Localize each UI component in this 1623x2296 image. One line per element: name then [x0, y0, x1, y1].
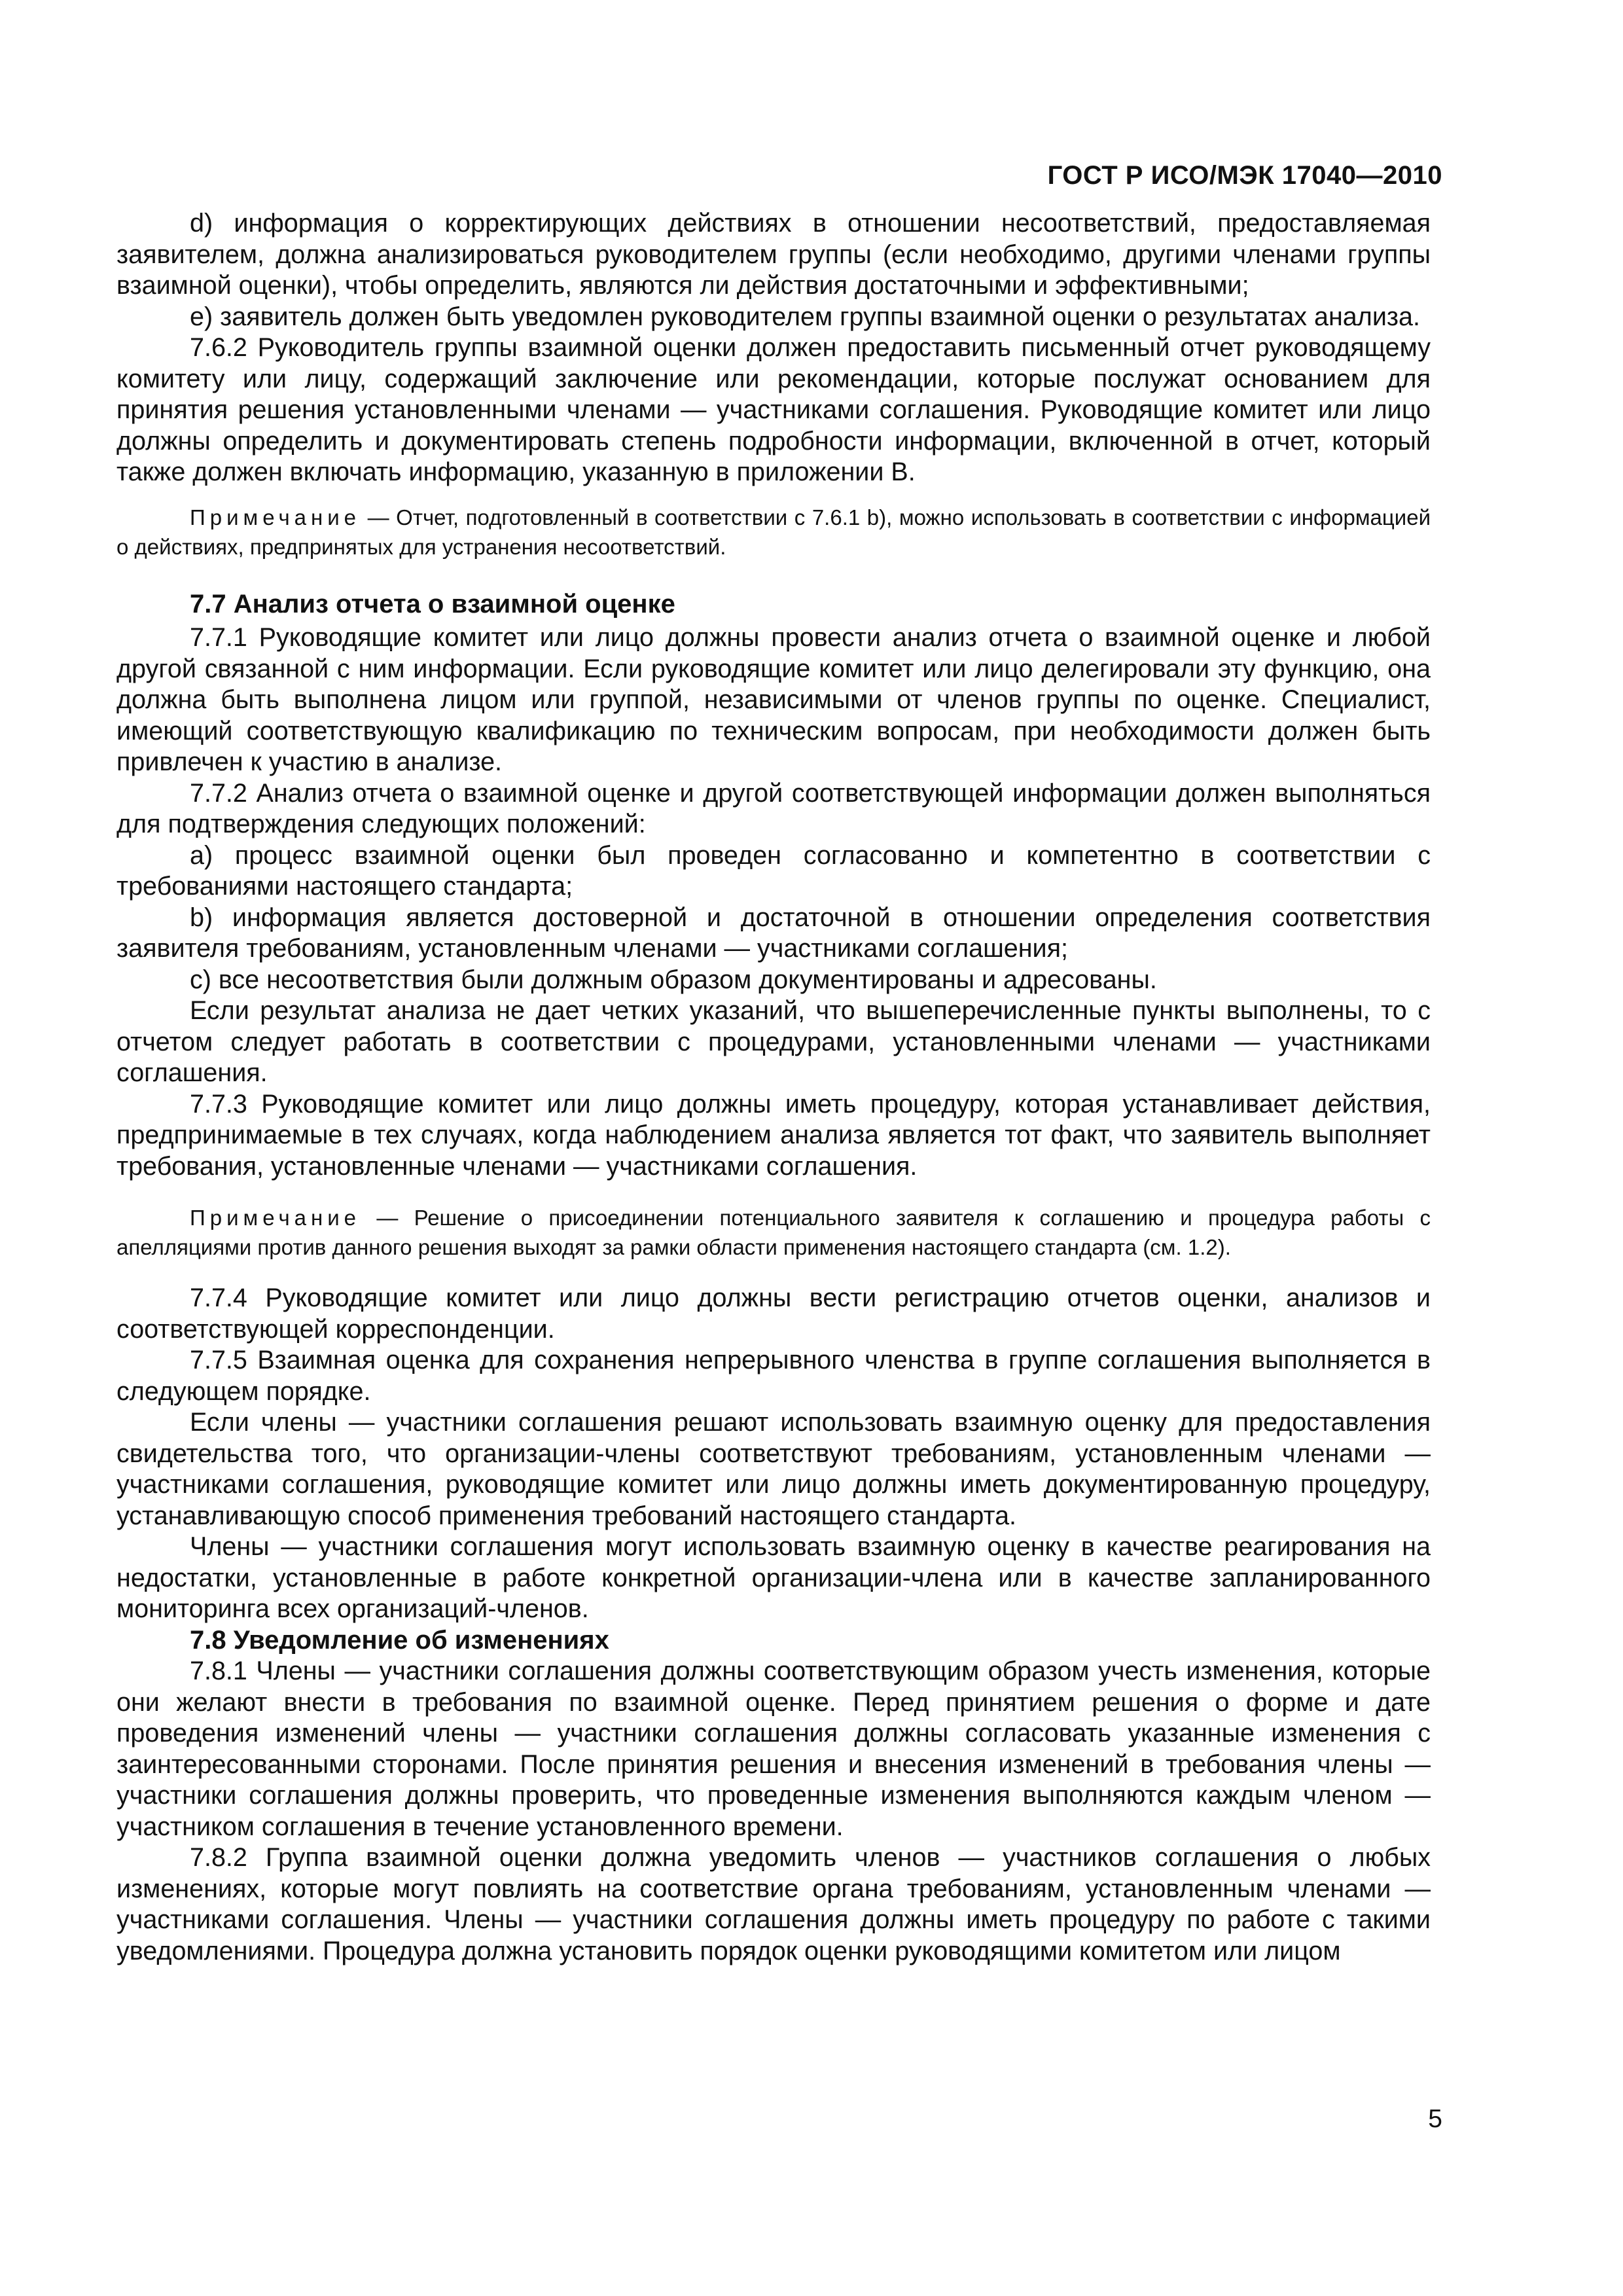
paragraph-7-7-2-c: c) все несоответствия были должным образом документированы и адресованы.	[190, 965, 1157, 994]
paragraph-item-d: d) информация о корректирующих действиях в отношении несоответствий, предоставляемая заявителем, должна анализироваться руководителем группы (если необходимо, другими членами группы взаимной оценки), чтобы определить, являются ли действия достаточными и эффективными;	[116, 209, 1431, 300]
page-number: 5	[1428, 2105, 1442, 2133]
paragraph-7-7-1: 7.7.1 Руководящие комитет или лицо должны провести анализ отчета о взаимной оценке и любой другой связанной с ним информации. Если руководящие комитет или лицо делегировали эту функцию, она должна быть выполнена лицом или группой, независимыми от членов группы по оценке. Специалист, имеющий соответствующую квалификацию по техническим вопросам, при необходимости должен быть привлечен к участию в анализе.	[116, 623, 1431, 776]
note-2	[116, 1203, 1431, 1262]
note-2-label: Примечание	[190, 1206, 361, 1230]
paragraph-7-7-5-b: Члены — участники соглашения могут использовать взаимную оценку в качестве реагирования на недостатки, установленные в работе конкретной организации-члена или в качестве запланированного мониторинга всех организаций-членов.	[116, 1532, 1431, 1623]
document-body	[116, 208, 1431, 1967]
paragraph-item-e: e) заявитель должен быть уведомлен руководителем группы взаимной оценки о результатах анализа.	[190, 302, 1420, 331]
note-1	[116, 503, 1431, 562]
note-1-label: Примечание	[190, 505, 361, 529]
paragraph-7-7-5: 7.7.5 Взаимная оценка для сохранения непрерывного членства в группе соглашения выполняется в следующем порядке.	[116, 1346, 1431, 1406]
paragraph-7-7-5-a: Если члены — участники соглашения решают использовать взаимную оценку для предоставления свидетельства того, что организации-члены соответствуют требованиям, установленным членами — участниками соглашения, руководящие комитет или лицо должны иметь документированную процедуру, устанавливающую способ применения требований настоящего стандарта.	[116, 1408, 1431, 1530]
paragraph-7-7-4: 7.7.4 Руководящие комитет или лицо должны вести регистрацию отчетов оценки, анализов и соответствующей корреспонденции.	[116, 1283, 1431, 1344]
note-1-text: — Отчет, подготовленный в соответствии с 7.6.1 b), можно использовать в соответствии с информацией о действиях, предпринятых для устранения несоответствий.	[116, 505, 1431, 559]
section-heading-7-7: 7.7 Анализ отчета о взаимной оценке	[190, 589, 675, 619]
paragraph-7-7-2: 7.7.2 Анализ отчета о взаимной оценке и другой соответствующей информации должен выполняться для подтверждения следующих положений:	[116, 778, 1431, 838]
section-heading-7-8: 7.8 Уведомление об изменениях	[190, 1625, 609, 1655]
paragraph-7-6-2: 7.6.2 Руководитель группы взаимной оценки должен предоставить письменный отчет руководящему комитету или лицу, содержащий заключение или рекомендации, которые послужат основанием для принятия решения установленными членами — участниками соглашения. Руководящие комитет или лицо должны определить и документировать степень подробности информации, включенной в отчет, который также должен включать информацию, указанную в приложении В.	[116, 333, 1431, 486]
paragraph-7-7-2-conclusion: Если результат анализа не дает четких указаний, что вышеперечисленные пункты выполнены, то с отчетом следует работать в соответствии с процедурами, установленными членами — участниками соглашения.	[116, 996, 1431, 1087]
note-2-text: — Решение о присоединении потенциального заявителя к соглашению и процедура работы с апелляциями против данного решения выходят за рамки области применения настоящего стандарта (см. 1.2).	[116, 1206, 1431, 1259]
paragraph-7-7-2-a: a) процесс взаимной оценки был проведен согласованно и компетентно в соответствии с требованиями настоящего стандарта;	[116, 840, 1431, 901]
paragraph-7-8-2: 7.8.2 Группа взаимной оценки должна уведомить членов — участников соглашения о любых изменениях, которые могут повлиять на соответствие органа требованиям, установленным членами — участниками соглашения. Члены — участники соглашения должны иметь процедуру по работе с такими уведомлениями. Процедура должна установить порядок оценки руководящими комитетом или лицом	[116, 1843, 1431, 1965]
document-header: ГОСТ Р ИСО/МЭК 17040—2010	[1047, 161, 1442, 190]
paragraph-7-8-1: 7.8.1 Члены — участники соглашения должны соответствующим образом учесть изменения, которые они желают внести в требования по взаимной оценке. Перед принятием решения о форме и дате проведения изменений члены — участники соглашения должны согласовать указанные изменения с заинтересованными сторонами. После принятия решения и внесения изменений в требования члены — участники соглашения должны проверить, что проведенные изменения выполняются каждым членом — участником соглашения в течение установленного времени.	[116, 1657, 1431, 1841]
paragraph-7-7-2-b: b) информация является достоверной и достаточной в отношении определения соответствия заявителя требованиям, установленным членами — участниками соглашения;	[116, 903, 1431, 963]
paragraph-7-7-3: 7.7.3 Руководящие комитет или лицо должны иметь процедуру, которая устанавливает действия, предпринимаемые в тех случаях, когда наблюдением анализа является тот факт, что заявитель выполняет требования, установленные членами — участниками соглашения.	[116, 1089, 1431, 1181]
